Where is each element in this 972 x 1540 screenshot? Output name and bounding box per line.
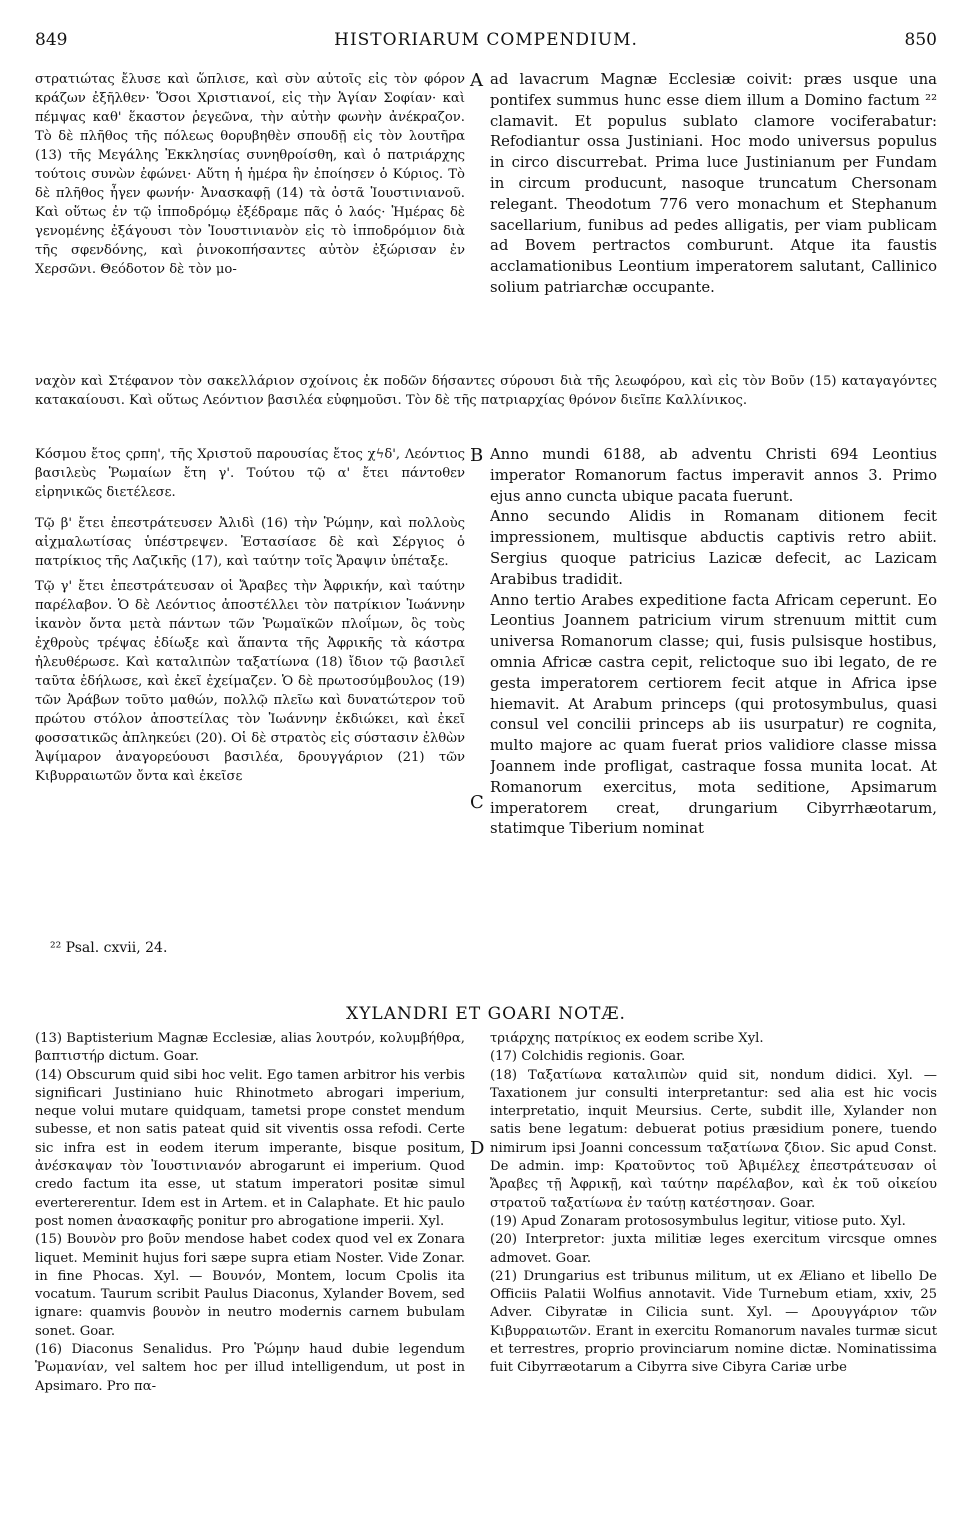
note-15: (15) Βουνὸν pro βοῦν mendose habet codex quod vel ex Zonara liquet. Meminit hujus fori sæpe supra etiam Noster. Vide Zonar. in fine Phocas. Xyl. — Βουνόν, Montem, locum Cpolis ita vocatum. Taurum scribit Paulus Diaconus, Xylander Bovem, sed ignare: quamvis βουνὸν in neutro modernis carnem bubulam sonet. Goar. <box>35 1232 465 1339</box>
latin-paragraph-3: Anno tertio Arabes expeditione facta Africam ceperunt. Eo Leontius Joannem patricium virum strenuum mittit cum universa Romanorum classe; qui, fusis pulsisque hostibus, omnia Africæ castra cepit, relictoque suo ibi legato, de re gesta imperatorem certiorem fecit atque in Africa ipse hiemavit. At Arabum princeps (qui protosymbulus, quasi consul vel concilii princeps ab iis usurpatur) re cognita, multo majore ac quam fuerat prios validiore classe missa Joannem inde profligat, castraque fossa munita locat. At Romanorum exercitus, mota seditione, Apsimarum imperatorem creat, drungarium Cibyrrhæotarum, statimque Tiberium nominat <box>490 591 937 838</box>
note-19: (19) Apud Zonaram protososymbulus legitur, vitiose puto. Xyl. <box>490 1213 906 1229</box>
latin-column-top <box>490 70 937 370</box>
margin-letter-b: B <box>470 445 484 466</box>
latin-paragraph: ad lavacrum Magnæ Ecclesiæ coivit: præs usque una pontifex summus hunc esse diem illum a Domino factum ²² clamavit. Et populus sublato clamore vociferabatur: Refodiantur ossa Justiniani. Hoc modo universus populus in circo discurrebat. Prima luce Justinianum per Fundam in circum producunt, nasoque truncatum Chersonam relegant. Theodotum 776 vero monachum et Stephanum sacellarium, funibus ad pedes alligatis, per viam publicam ad Bovem pertractos comburunt. Atque ita faustis acclamationibus Leontium imperatorem salutant, Callinico solium patriarchæ occupante. <box>490 71 937 296</box>
note-14: (14) Obscurum quid sibi hoc velit. Ego tamen arbitror his verbis significari Justiniano huic Rhinotmeto abrogari imperium, neque volui mutare quidquam, tametsi prope constet mendum subesse, et non satis pateat quid sit viventis ossa refodi. Certe sic infra est in eodem iterum imperante, bisque positum, ἀνέσκαψαν τὸν Ἰουστινιανόν abrogarunt ei imperium. Quod credo factum ita esse, ut statum imperatori positæ simul evertererentur. Idem est in Artem. et in Calaphate. Et hic paulo post nomen ἀνασκαφῆς ponitur pro abrogatione imperii. Xyl. <box>35 1067 465 1229</box>
notes-column-left <box>35 1030 465 1525</box>
greek-full-width-block <box>35 372 937 432</box>
greek-paragraph-3: Τῷ γ' ἔτει ἐπεστράτευσαν οἱ Ἄραβες τὴν Ἀφρικήν, καὶ ταύτην παρέλαβον. Ὁ δὲ Λεόντιος ἀποστέλλει τὸν πατρίκιον Ἰωάννην ἱκανὸν ὄντα μετὰ πάντων τῶν Ῥωμαϊκῶν πλοΐμων, ὃς τοὺς ἐχθροὺς τρέψας ἐδίωξε καὶ ἅπαντα τῆς Ἀφρικῆς τὰ κάστρα ἠλευθέρωσε. Καὶ καταλιπὼν ταξατίωνα (18) ἴδιον τῷ βασιλεῖ ταῦτα ἐδήλωσε, καὶ ἐκεῖ ἐχείμαζεν. Ὁ δὲ πρωτοσύμβουλος (19) τῶν Ἀράβων τοῦτο μαθών, πολλῷ πλεῖω καὶ δυνατώτερον τοῦ πρώτου στόλον ἀποστείλας τὸν Ἰωάννην ἐκδιώκει, καὶ ἐκεῖ φοσσατικῶς ἀπληκεύει (20). Οἱ δὲ στρατὸς εἰς σύστασιν ἐλθὼν Ἀψίμαρον ἀναγορεύουσι βασιλέα, δρουγγάριον (21) τῶν Κιβυρραιωτῶν ὄντα καὶ ἐκεῖσε <box>35 579 465 784</box>
margin-letter-a: A <box>470 70 483 91</box>
greek-paragraph-1: Κόσμου ἔτος ςρπη', τῆς Χριστοῦ παρουσίας ἔτος χϟδ', Λεόντιος βασιλεὺς Ῥωμαίων ἔτη γ'. Τούτου τῷ α' ἔτει πάντοθεν εἰρηνικῶς διετέλεσε. <box>35 447 465 500</box>
note-17: (17) Colchidis regionis. Goar. <box>490 1049 686 1065</box>
greek-column-b <box>35 445 465 925</box>
page-title: HISTORIARUM COMPENDIUM. <box>334 30 638 50</box>
note-16-cont: τριάρχης πατρίκιος ex eodem scribe Xyl. <box>490 1031 764 1046</box>
greek-paragraph: στρατιώτας ἔλυσε καὶ ὥπλισε, καὶ σὺν αὐτοῖς εἰς τὸν φόρον κράζων ἐξῆλθεν· Ὅσοι Χριστιανοί, εἰς τὴν Ἁγίαν Σοφίαν· καὶ πέμψας καθ' ἕκαστον ῥεγεῶνα, τὴν αὐτὴν φωνὴν ἀνέκραζον. Τὸ δὲ πλῆθος τῆς πόλεως θορυβηθὲν σπουδῇ εἰς τὸν λουτῆρα (13) τῆς Μεγάλης Ἐκκλησίας συνηθροίσθη, καὶ ὁ πατριάρχης τούτοις συνὼν ἐφώνει· Αὕτη ἡ ἡμέρα ἣν ἐποίησεν ὁ Κύριος. Τὸ δὲ πλῆθος ἦγεν φωνήν· Ἀνασκαφῇ (14) τὰ ὀστᾶ Ἰουστινιανοῦ. Καὶ οὕτως ἐν τῷ ἱπποδρόμῳ ἐξέδραμε πᾶς ὁ λαός· Ἡμέρας δὲ γενομένης ἐξάγουσι τὸν Ἰουστινιανὸν εἰς τὸ ἱπποδρόμιον διὰ τῆς σφενδόνης, καὶ ῥινοκοπήσαντες αὐτὸν ἐξώρισαν ἐν Χερσῶνι. Θεόδοτον δὲ τὸν μο- <box>35 72 465 277</box>
latin-column-b <box>490 445 937 930</box>
note-13: (13) Baptisterium Magnæ Ecclesiæ, alias λουτρόν, κολυμβήθρα, βαπτιστήρ dictum. Goar. <box>35 1031 465 1065</box>
page-number-left: 849 <box>35 30 68 50</box>
margin-letter-d: D <box>470 1138 485 1159</box>
note-18: (18) Ταξατίωνα καταλιπὼν quid sit, nondum didici. Xyl. — Taxationem jur consulti interpretantur: sed alia est hic vocis interpretatio, inquit Meursius. Certe, subdit ille, Xylander non satis bene legatum: debuerat potius præsidium ponere, tuendo nimirum ipsi Joanni concessum ταξατίωνα ζδιον. Sic apud Const. De admin. imp: Κρατοῦντος τοῦ Ἀβιμέλεχ ἐπεστράτευσαν οἱ Ἄραβες τῇ Ἀφρικῇ, καὶ ταύτην παρέλαβον, καὶ ἐκ τοῦ οἰκείου στρατοῦ ταξατίωνα ἐν ταύτῃ κατέστησαν. Goar. <box>490 1067 937 1211</box>
note-16: (16) Diaconus Senalidus. Pro Ῥώμην haud dubie legendum Ῥωμανίαν, vel saltem hoc per illud intelligendum, ut post in Apsimaro. Pro πα- <box>35 1342 465 1394</box>
greek-column-top <box>35 70 465 370</box>
footnote: ²² Psal. cxvii, 24. <box>50 940 168 956</box>
page-number-right: 850 <box>904 30 937 50</box>
note-20: (20) Interpretor: juxta militiæ leges exercitum vircsque omnes admovet. Goar. <box>490 1232 937 1266</box>
note-21: (21) Drungarius est tribunus militum, ut ex Æliano et libello De Officiis Palatii Wolfius annotavit. Vide Turnebum etiam, xxiv, 25 Adver. Cibyratæ in Cilicia sunt. Xyl. — Δρουγγάριον τῶν Κιβυρραιωτῶν. Erant in exercitu Romanorum navales turmæ sicut et terrestres, proprio provinciarum nomine dictæ. Nominatissima fuit Cibyrræotarum a Cibyrra sive Cibyra Cariæ urbe <box>490 1268 937 1376</box>
notes-column-right <box>490 1030 937 1525</box>
greek-paragraph: ναχὸν καὶ Στέφανον τὸν σακελλάριον σχοίνοις ἐκ ποδῶν δήσαντες σύρουσι διὰ τῆς λεωφόρου, καὶ εἰς τὸν Βοῦν (15) καταγαγόντες κατακαίουσι. Καὶ οὕτως Λεόντιον βασιλέα εὐφημοῦσι. Τὸν δὲ τῆς πατριαρχίας θρόνον διεῖπε Καλλίνικος. <box>35 374 937 408</box>
latin-paragraph-1: Anno mundi 6188, ab adventu Christi 694 Leontius imperator Romanorum factus imperavit annos 3. Primo ejus anno cuncta ubique pacata fuerunt. <box>490 446 937 505</box>
page-header <box>35 30 937 54</box>
greek-paragraph-2: Τῷ β' ἔτει ἐπεστράτευσεν Ἀλιδὶ (16) τὴν Ῥώμην, καὶ πολλοὺς αἰχμαλωτίσας ὑπέστρεψεν. Ἐστασίασε δὲ καὶ Σέργιος ὁ πατρίκιος τῆς Λαζικῆς (17), καὶ ταύτην τοῖς Ἄραψιν ὑπέταξε. <box>35 516 465 569</box>
latin-paragraph-2: Anno secundo Alidis in Romanam ditionem fecit impressionem, multisque abductis captivis retro abiit. Sergius quoque patricius Lazicæ defecit, ac Lazicam Arabibus tradidit. <box>490 508 937 588</box>
margin-letter-c: C <box>470 792 484 813</box>
notes-title: XYLANDRI ET GOARI NOTÆ. <box>346 1004 626 1024</box>
